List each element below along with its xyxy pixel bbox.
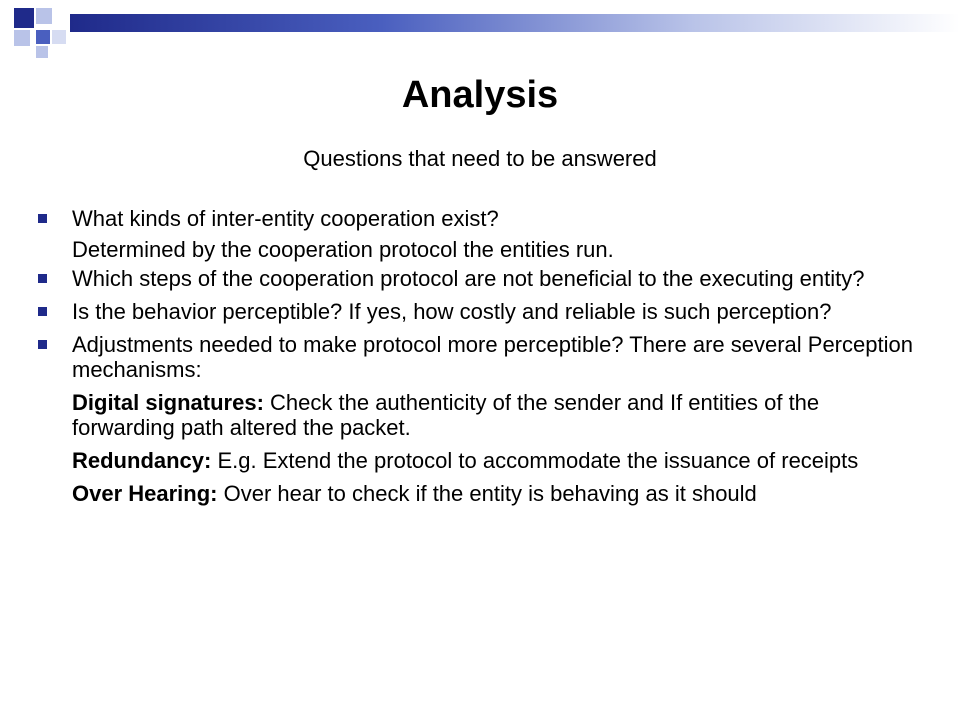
list-item-text: Determined by the cooperation protocol the entities run. (72, 237, 614, 262)
header-gradient-bar (70, 14, 960, 32)
list-item-sub (38, 448, 918, 473)
list-item (38, 332, 918, 382)
slide-title: Analysis (401, 74, 559, 116)
list-item-text: Which steps of the cooperation protocol are not beneficial to the executing entity? (72, 266, 865, 291)
square-bullet-icon (38, 214, 47, 223)
list-item-label: Over Hearing: (72, 481, 218, 506)
square-bullet-icon (38, 340, 47, 349)
header-square-light (36, 8, 52, 24)
header-square-dark (14, 8, 34, 28)
list-item-label: Redundancy: (72, 448, 212, 473)
list-item-label: Digital signatures: (72, 390, 264, 415)
slide-content (38, 206, 918, 506)
list-item (38, 299, 918, 324)
square-bullet-icon (38, 274, 47, 283)
list-item-sub (38, 481, 918, 506)
header-square-light (14, 30, 30, 46)
list-item-sub (38, 390, 918, 440)
list-item-text: Over hear to check if the entity is behaving as it should (217, 481, 757, 506)
list-item-note (38, 237, 918, 262)
slide-subtitle: Questions that need to be answered (303, 146, 657, 171)
header-square-light (52, 30, 66, 44)
square-bullet-icon (38, 307, 47, 316)
list-item-text: Is the behavior perceptible? If yes, how costly and reliable is such perception? (72, 299, 832, 324)
list-item-text: Check the authenticity of the sender and If entities of the forwarding path altered the packet. (72, 390, 820, 440)
list-item (38, 206, 918, 231)
header-square-light (36, 46, 48, 58)
header-square-mid (36, 30, 50, 44)
list-item-text: Adjustments needed to make protocol more perceptible? There are several Perception mechanisms: (72, 332, 913, 382)
list-item-text: What kinds of inter-entity cooperation exist? (72, 206, 499, 231)
list-item-text: E.g. Extend the protocol to accommodate the issuance of receipts (211, 448, 859, 473)
list-item (38, 266, 918, 291)
